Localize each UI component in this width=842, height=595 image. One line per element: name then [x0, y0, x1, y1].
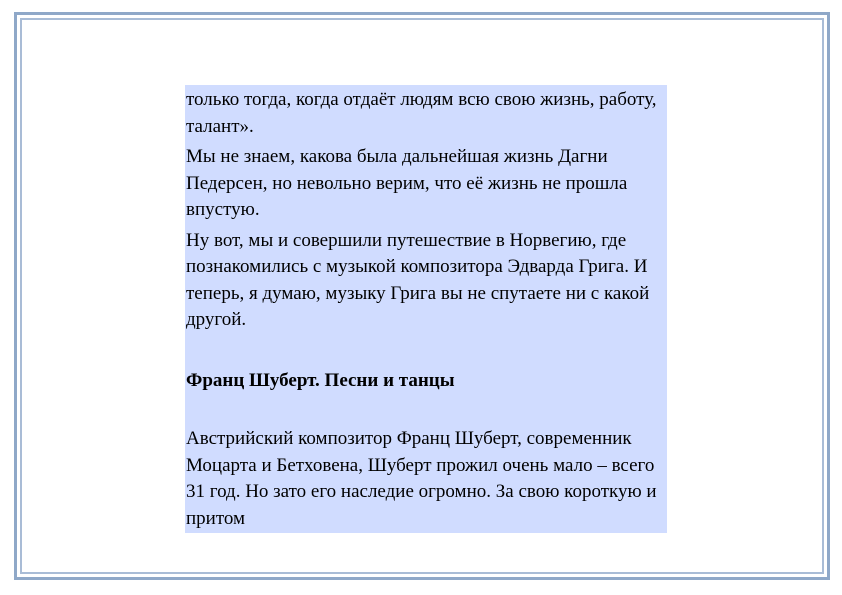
section-heading: Франц Шуберт. Песни и танцы — [186, 369, 455, 391]
paragraph-schubert: Австрийский композитор Франц Шуберт, современник Моцарта и Бетховена, Шуберт прожил очень мало – всего 31 год. Но зато его наследие огромно. За свою короткую и притом — [186, 428, 657, 529]
paragraph-norway: Ну вот, мы и совершили путешествие в Норвегию, где познакомились с музыкой композитора Эдварда Грига. И теперь, я думаю, музыку Грига вы не спутаете ни с какой другой. — [186, 229, 650, 330]
text-content-block — [185, 85, 667, 533]
paragraph-continued: только тогда, когда отдаёт людям всю свою жизнь, работу, талант». — [186, 89, 657, 137]
paragraph-dagny: Мы не знаем, какова была дальнейшая жизнь Дагни Педерсен, но невольно верим, что её жизнь не прошла впустую. — [186, 146, 628, 220]
